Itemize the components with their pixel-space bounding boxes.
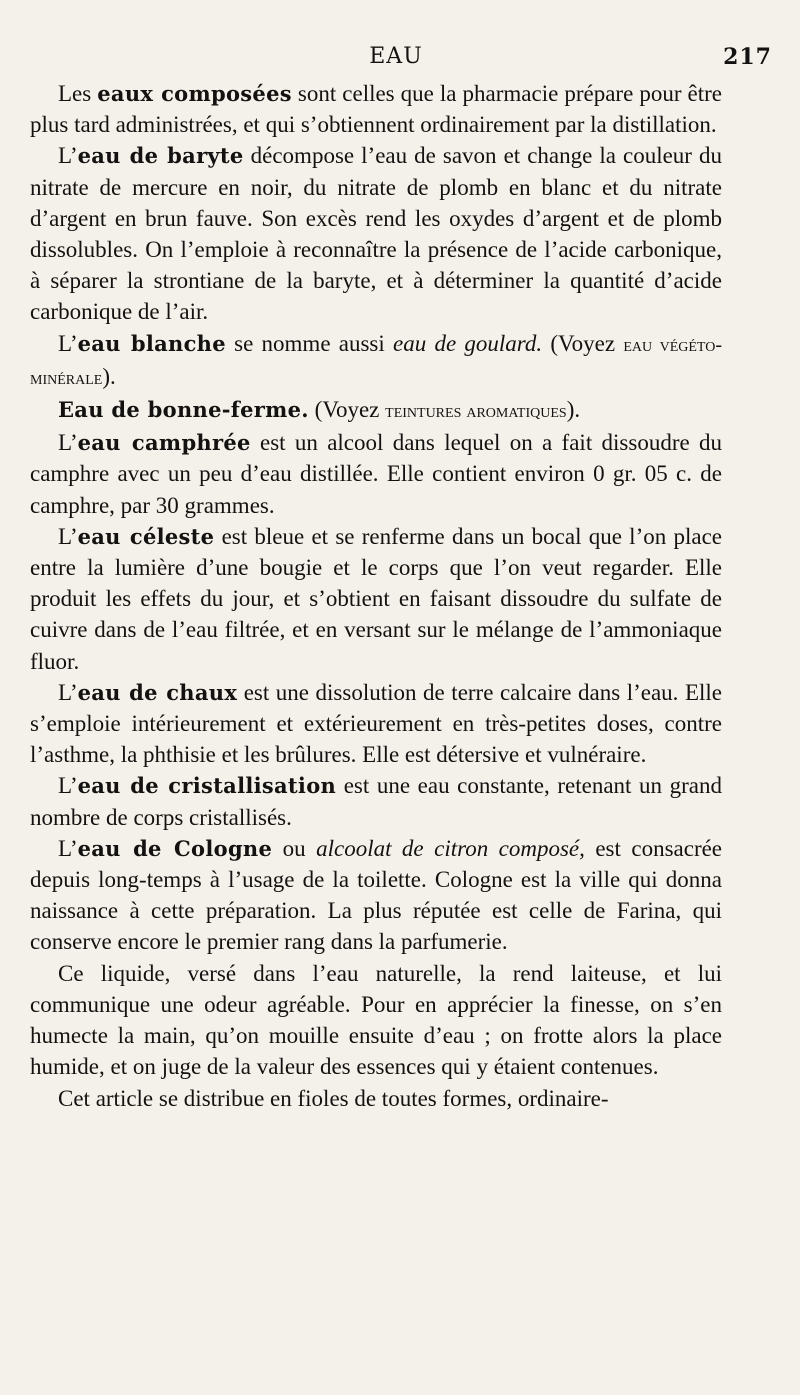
paragraph-eau-de-cologne [30, 833, 722, 958]
text: L’ [58, 430, 78, 456]
text: est une eau constante, retenant un grand nombre de corps cristallisés. [30, 773, 723, 830]
text: Les [58, 81, 98, 106]
entry-term: eau de Cologne [77, 835, 273, 861]
italic-text: alcoolat de citron composé, [316, 835, 585, 861]
cross-reference: teintures aromatiques [385, 400, 567, 423]
page-header [30, 40, 772, 78]
paragraph-cet-article [30, 1083, 722, 1114]
text: Cet article se distribue en fioles de toutes formes, ordinaire- [58, 1085, 609, 1111]
text: se nomme aussi [225, 330, 393, 356]
text: est consacrée depuis long-temps à l’usage de la toilette. Cologne est la ville qui donna naissance à cette préparation. La plus réputée est celle de Farina, qui conserve encore le premier rang dans la parfumerie. [30, 835, 723, 955]
paragraph-eau-de-chaux [30, 677, 722, 771]
paragraph-eau-celeste [30, 521, 722, 677]
entry-term: eau de chaux [77, 679, 238, 705]
text: L’ [58, 143, 78, 169]
paragraph-eau-de-baryte [30, 140, 722, 327]
cross-reference: eau végéto-minérale [30, 333, 722, 389]
text: L’ [58, 679, 78, 705]
text: est bleue et se renferme dans un bocal que l’on place entre la lumière d’une bougie et le corps que l’on veut regarder. Elle produit les effets du jour, et s’obtient en faisant dissoudre du sulfate de cuivre dans de l’eau filtrée, et en versant sur le mélange de l’ammoniaque fluor. [30, 523, 722, 674]
italic-text: eau de goulard. [393, 330, 543, 356]
paragraph-eau-blanche [30, 328, 722, 394]
text: décompose l’eau de savon et change la couleur du nitrate de mercure en noir, du nitrate de plomb en blanc et du nitrate d’argent en brun fauve. Son excès rend les oxydes d’argent et de plomb dissolubles. On l’emploie à reconnaître la présence de l’acide carbonique, à séparer la strontiane de la baryte, et à déterminer la quantité d’acide carbonique de l’air. [30, 143, 723, 325]
text: est une dissolution de terre calcaire dans l’eau. Elle s’emploie intérieurement et extérieurement en très-petites doses, contre l’asthme, la phthisie et les brûlures. Elle est détersive et vulnéraire. [30, 679, 723, 768]
entry-term: eau blanche [77, 330, 226, 356]
text: L’ [58, 773, 78, 799]
running-title: EAU [369, 44, 423, 69]
text: L’ [58, 835, 78, 861]
entry-term: eau de cristallisation [77, 773, 337, 799]
paragraph-eaux-composees [30, 78, 722, 140]
text: sont celles que la pharmacie prépare pour être plus tard administrées, et qui s’obtiennent ordinairement par la distillation. [30, 81, 722, 138]
text: Ce liquide, versé dans l’eau naturelle, la rend laiteuse, et lui communique une odeur agréable. Pour en apprécier la finesse, on s’en humecte la main, qu’on mouille ensuite d’eau ; on frotte alors la place humide, et on juge de la valeur des essences qui y étaient contenues. [30, 960, 722, 1080]
entry-term: eau camphrée [77, 430, 251, 456]
paragraph-ce-liquide [30, 958, 722, 1083]
page-number: 217 [723, 44, 772, 70]
text: ). [566, 397, 581, 423]
text: L’ [58, 523, 78, 549]
text: (Voyez [308, 397, 386, 423]
text: L’ [58, 330, 78, 356]
text: est un alcool dans lequel on a fait dissoudre du camphre avec un peu d’eau distillée. Elle contient environ 0 gr. 05 c. de camphre, par 30 grammes. [30, 430, 723, 518]
entry-term: eau céleste [77, 523, 215, 549]
entry-term: eau de baryte [77, 143, 244, 169]
entry-term: Eau de bonne-ferme. [58, 397, 309, 423]
page-body [30, 78, 722, 1114]
entry-term: eaux composées [97, 81, 292, 106]
text: ou [272, 835, 317, 861]
text: ). [102, 363, 116, 389]
paragraph-eau-de-bonne-ferme [30, 394, 722, 427]
paragraph-eau-camphree [30, 427, 722, 521]
paragraph-eau-de-cristallisation [30, 770, 722, 832]
text: (Voyez [542, 330, 624, 356]
